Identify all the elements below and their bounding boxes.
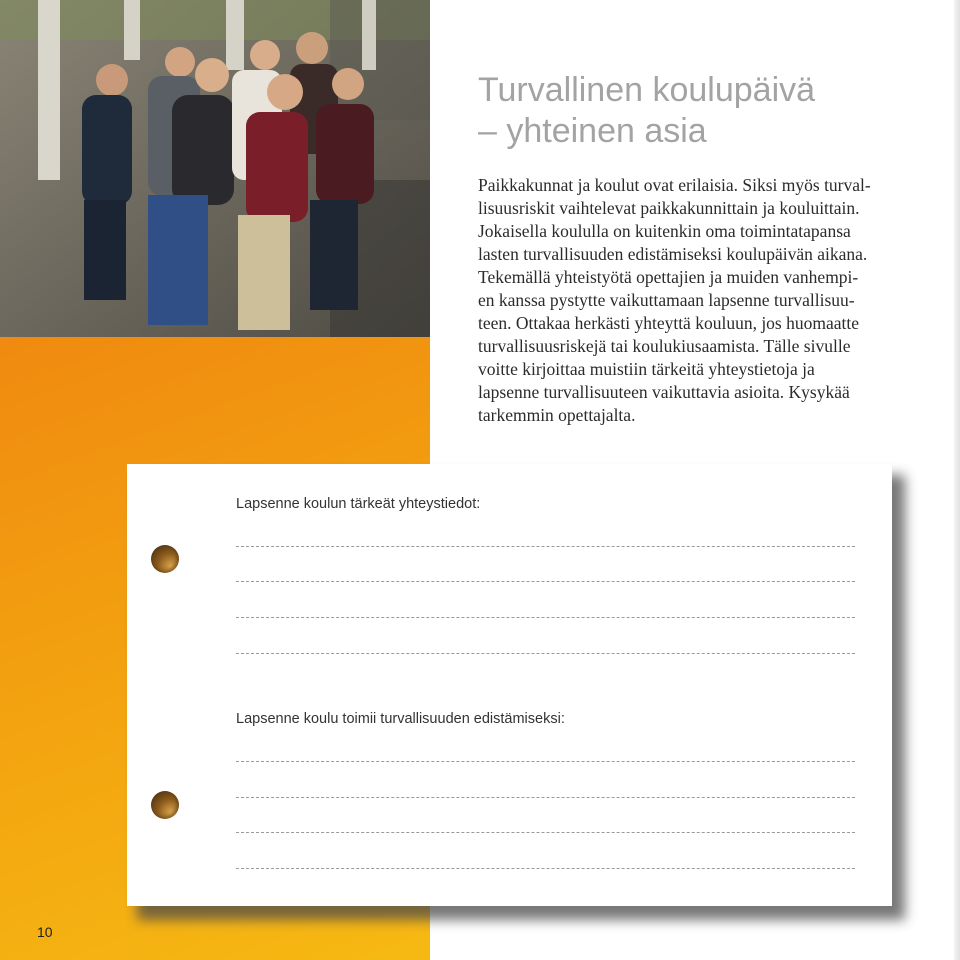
contact-info-write-line (236, 653, 855, 654)
intro-line: Paikkakunnat ja koulut ovat erilaisia. Siksi myös turval- (478, 175, 871, 195)
intro-line: lisuusriskit vaihtelevat paikkakunnittain ja kouluittain. (478, 198, 860, 218)
notes-card (127, 464, 892, 906)
page-edge (954, 0, 960, 960)
intro-line: teen. Ottakaa herkästi yhteyttä kouluun, jos huomaatte (478, 313, 860, 333)
page-number: 10 (37, 924, 53, 940)
contact-info-write-line (236, 546, 855, 547)
intro-line: Tekemällä yhteistyötä opettajien ja muiden vanhempi- (478, 267, 859, 287)
safety-actions-label: Lapsenne koulu toimii turvallisuuden edistämiseksi: (236, 711, 565, 727)
punch-hole-top (151, 545, 179, 573)
punch-hole-bottom (151, 791, 179, 819)
intro-paragraph (478, 174, 898, 427)
intro-line: turvallisuusriskejä tai koulukiusaamista. Tälle sivulle (478, 336, 851, 356)
intro-line: Jokaisella koululla on kuitenkin oma toimintatapansa (478, 221, 851, 241)
safety-actions-write-line (236, 868, 855, 869)
safety-actions-write-line (236, 797, 855, 798)
intro-line: en kanssa pystytte vaikuttamaan lapsenne turvallisuu- (478, 290, 855, 310)
contact-info-write-line (236, 617, 855, 618)
title-line-1: Turvallinen koulupäivä (478, 71, 816, 109)
safety-actions-write-line (236, 832, 855, 833)
intro-line: tarkemmin opettajalta. (478, 405, 636, 425)
title-line-2: – yhteinen asia (478, 112, 707, 150)
intro-line: voitte kirjoittaa muistiin tärkeitä yhteystietoja ja (478, 359, 815, 379)
children-group-photo (0, 0, 430, 337)
safety-actions-write-line (236, 761, 855, 762)
intro-line: lapsenne turvallisuuteen vaikuttavia asioita. Kysykää (478, 382, 850, 402)
contact-info-write-line (236, 581, 855, 582)
page-title (478, 70, 815, 152)
intro-line: lasten turvallisuuden edistämiseksi koulupäivän aikana. (478, 244, 868, 264)
contact-info-label: Lapsenne koulun tärkeät yhteystiedot: (236, 496, 481, 512)
